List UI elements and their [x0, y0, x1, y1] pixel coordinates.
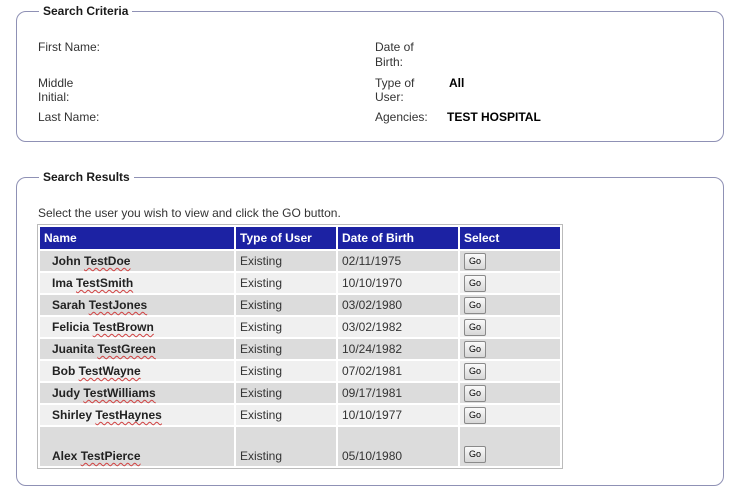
- cell-name: [40, 427, 234, 466]
- cell-name: [40, 317, 234, 337]
- middle-initial-label-line2: Initial:: [38, 90, 70, 104]
- user-first-name: Ima: [52, 276, 73, 290]
- user-name: [44, 386, 156, 400]
- cell-date-of-birth: 10/10/1970: [338, 273, 458, 293]
- cell-date-of-birth: 07/02/1981: [338, 361, 458, 381]
- user-first-name: Bob: [52, 364, 76, 378]
- type-of-user-value: All: [449, 76, 465, 90]
- cell-select: [460, 317, 560, 337]
- user-first-name: John: [52, 254, 81, 268]
- user-last-name: TestPierce: [80, 449, 141, 463]
- user-last-name: TestJones: [88, 298, 148, 312]
- search-results-legend: Search Results: [43, 170, 130, 184]
- user-last-name: TestBrown: [92, 320, 154, 334]
- cell-type-of-user: Existing: [236, 339, 336, 359]
- user-last-name: TestHaynes: [95, 408, 162, 422]
- user-last-name: TestWayne: [78, 364, 141, 378]
- user-name: [44, 276, 133, 290]
- cell-select: [460, 427, 560, 466]
- type-of-user-label-line1: Type of: [375, 76, 415, 90]
- cell-date-of-birth: 10/24/1982: [338, 339, 458, 359]
- cell-type-of-user: Existing: [236, 427, 336, 466]
- cell-date-of-birth: 09/17/1981: [338, 383, 458, 403]
- cell-name: [40, 251, 234, 271]
- cell-type-of-user: Existing: [236, 361, 336, 381]
- first-name-label: First Name:: [38, 40, 101, 54]
- table-row: [40, 295, 560, 315]
- table-row: [40, 405, 560, 425]
- table-row: [40, 273, 560, 293]
- go-button[interactable]: Go: [464, 341, 486, 358]
- agencies-value: TEST HOSPITAL: [447, 110, 541, 124]
- cell-name: [40, 405, 234, 425]
- cell-select: [460, 339, 560, 359]
- cell-date-of-birth: 10/10/1977: [338, 405, 458, 425]
- user-first-name: Alex: [52, 449, 78, 463]
- user-first-name: Felicia: [52, 320, 90, 334]
- cell-name: [40, 273, 234, 293]
- user-name: [44, 254, 130, 268]
- go-button[interactable]: Go: [464, 363, 486, 380]
- user-last-name: TestWilliams: [83, 386, 156, 400]
- cell-type-of-user: Existing: [236, 405, 336, 425]
- cell-type-of-user: Existing: [236, 383, 336, 403]
- cell-select: [460, 383, 560, 403]
- cell-name: [40, 361, 234, 381]
- user-name: [44, 449, 141, 463]
- middle-initial-label-line1: Middle: [38, 76, 74, 90]
- table-row: [40, 251, 560, 271]
- go-button[interactable]: Go: [464, 253, 486, 270]
- cell-date-of-birth: 03/02/1980: [338, 295, 458, 315]
- table-row: [40, 317, 560, 337]
- column-header-select: Select: [460, 227, 560, 249]
- table-row: [40, 383, 560, 403]
- cell-select: [460, 273, 560, 293]
- search-results-panel: [16, 170, 724, 486]
- user-last-name: TestDoe: [84, 254, 131, 268]
- search-criteria-legend: Search Criteria: [43, 4, 129, 18]
- results-table: [37, 224, 563, 469]
- user-first-name: Sarah: [52, 298, 86, 312]
- cell-select: [460, 361, 560, 381]
- cell-date-of-birth: 03/02/1982: [338, 317, 458, 337]
- user-first-name: Judy: [52, 386, 81, 400]
- cell-name: [40, 295, 234, 315]
- go-button[interactable]: Go: [464, 446, 486, 463]
- go-button[interactable]: Go: [464, 297, 486, 314]
- user-name: [44, 298, 147, 312]
- user-name: [44, 364, 141, 378]
- user-last-name: TestGreen: [97, 342, 156, 356]
- go-button[interactable]: Go: [464, 385, 486, 402]
- go-button[interactable]: Go: [464, 275, 486, 292]
- column-header-date-of-birth: Date of Birth: [338, 227, 458, 249]
- table-row: [40, 427, 560, 466]
- cell-select: [460, 405, 560, 425]
- table-header-row: [40, 227, 560, 249]
- go-button[interactable]: Go: [464, 319, 486, 336]
- cell-type-of-user: Existing: [236, 317, 336, 337]
- cell-select: [460, 251, 560, 271]
- go-button[interactable]: Go: [464, 407, 486, 424]
- user-name: [44, 408, 162, 422]
- cell-type-of-user: Existing: [236, 295, 336, 315]
- table-row: [40, 361, 560, 381]
- date-of-birth-label-line1: Date of: [375, 40, 414, 54]
- user-first-name: Shirley: [52, 408, 93, 422]
- cell-type-of-user: Existing: [236, 273, 336, 293]
- cell-type-of-user: Existing: [236, 251, 336, 271]
- user-name: [44, 320, 154, 334]
- column-header-name: Name: [40, 227, 234, 249]
- results-instruction: Select the user you wish to view and click the GO button.: [38, 206, 341, 220]
- table-row: [40, 339, 560, 359]
- type-of-user-label-line2: User:: [375, 90, 404, 104]
- user-last-name: TestSmith: [76, 276, 134, 290]
- last-name-label: Last Name:: [38, 110, 100, 124]
- cell-date-of-birth: 02/11/1975: [338, 251, 458, 271]
- cell-name: [40, 383, 234, 403]
- user-name: [44, 342, 156, 356]
- user-first-name: Juanita: [52, 342, 95, 356]
- cell-date-of-birth: 05/10/1980: [338, 427, 458, 466]
- search-criteria-panel: [16, 4, 724, 142]
- cell-name: [40, 339, 234, 359]
- date-of-birth-label-line2: Birth:: [375, 55, 404, 69]
- cell-select: [460, 295, 560, 315]
- agencies-label: Agencies:: [375, 110, 428, 124]
- column-header-type-of-user: Type of User: [236, 227, 336, 249]
